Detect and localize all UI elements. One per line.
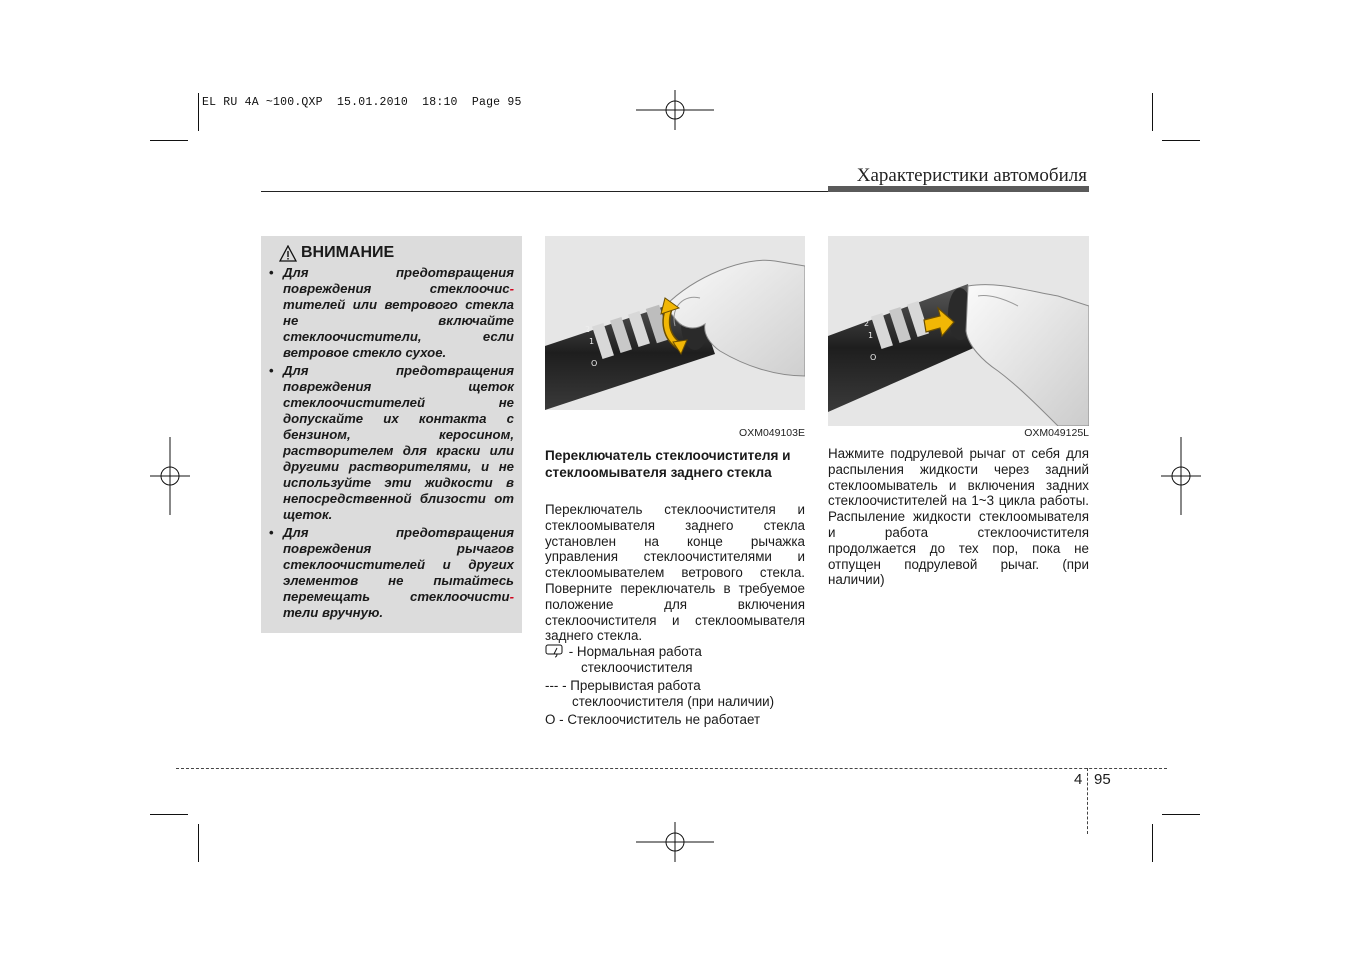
warning-item: • Для предотвращения повреждения рычагов стеклоочистителей и других элементов не пытайтесь перемещать стеклоочисти- тели вручную.: [269, 525, 514, 621]
legend-intermittent: --- - Прерывистая работа стеклоочистителя (при наличии): [545, 678, 775, 709]
section-title: Характеристики автомобиля: [856, 165, 1087, 186]
middle-paragraph: Переключатель стеклоочистителя и стеклоомывателя заднего стекла установлен на конце рычажка управления стеклоочистителями и стеклоомывателем ветрового стекла. Поверните переключатель в требуемое положение для включения стеклоочистителя и стеклоомывателя заднего стекла.: [545, 502, 805, 644]
warning-item: • Для предотвращения повреждения щеток стеклоочистителей не допускайте их контакта с бензином, керосином, растворителем для краски или другими растворителями, и не используйте эти жидкости в непосредственной близости от щеток.: [269, 363, 514, 523]
stalk-label: O: [870, 353, 877, 362]
wiper-icon: [545, 644, 565, 658]
warning-item: • Для предотвращения повреждения стеклоочис- тителей или ветрового стекла не включайте стеклоочистители, если ветровое стекло сухое.: [269, 265, 514, 361]
stalk-label: 2: [864, 319, 870, 328]
footer-rule: [176, 768, 1167, 769]
stalk-push-illustration: [828, 236, 1089, 426]
warning-heading: [279, 244, 514, 262]
registration-mark-bottom: [636, 822, 714, 862]
stalk-label: 1: [868, 331, 874, 340]
legend-off: O - Стеклоочиститель не работает: [545, 712, 761, 727]
section-heading: Переключатель стеклоочистителя и стеклоомывателя заднего стекла: [545, 448, 791, 480]
registration-mark-left: [150, 437, 190, 515]
warning-triangle-icon: [279, 245, 297, 262]
print-slug: EL RU 4A ~100.QXP 15.01.2010 18:10 Page 95: [202, 96, 522, 109]
stalk-rotate-illustration: [545, 236, 805, 410]
footer-divider: [1087, 768, 1088, 834]
stalk-label: 2: [585, 325, 591, 334]
header-rule: [261, 191, 828, 192]
page-number: 95: [1094, 771, 1111, 788]
warning-list: [269, 265, 514, 621]
stalk-label: 1: [589, 337, 595, 346]
warning-box: [261, 236, 522, 633]
warning-title: ВНИМАНИЕ: [301, 244, 395, 261]
figure-caption-left: OXM049103E: [739, 427, 805, 439]
right-paragraph: Нажмите подрулевой рычаг от себя для распыления жидкости через задний стеклоомыватель и включения задних стеклоочистителей на 1~3 цикла работы. Распыление жидкости стеклоомывателя и работа стеклоочистителя продолжается до тех пор, пока не отпущен подрулевой рычаг. (при наличии): [828, 446, 1089, 588]
stalk-label: O: [591, 359, 598, 368]
figure-caption-right: OXM049125L: [1024, 427, 1089, 439]
registration-mark-top: [636, 90, 714, 130]
legend-normal: - Нормальная работа стеклоочистителя: [545, 644, 805, 676]
chapter-number: 4: [1074, 771, 1083, 788]
header-bar: [828, 186, 1089, 192]
registration-mark-right: [1161, 437, 1201, 515]
